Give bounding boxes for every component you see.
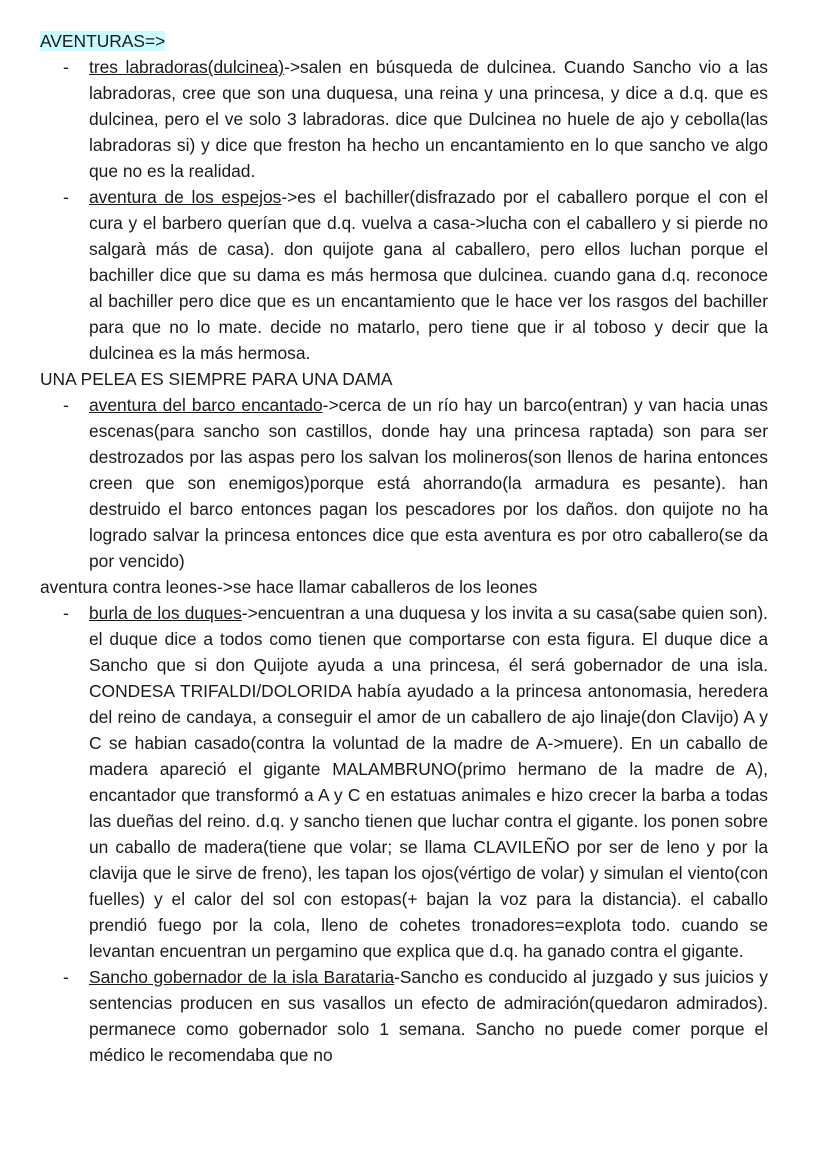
list-pelea bbox=[40, 392, 768, 574]
item-title: tres labradoras(dulcinea) bbox=[89, 57, 285, 77]
item-title: burla de los duques bbox=[89, 603, 242, 623]
list-leones bbox=[40, 600, 768, 1068]
heading-pelea: UNA PELEA ES SIEMPRE PARA UNA DAMA bbox=[40, 369, 393, 389]
list-item: - Sancho gobernador de la isla Barataria-Sancho es conducido al juzgado y sus juicios y sentencias producen en sus vasallos un efecto de admiración(quedaron admirados). permanece como gobernador solo 1 semana. Sancho no puede comer porque el médico le recomendaba que no bbox=[63, 967, 769, 1065]
item-title: aventura del barco encantado bbox=[89, 395, 323, 415]
item-text: ->salen en búsqueda de dulcinea. Cuando Sancho vio a las labradoras, cree que son una duquesa, una reina y una princesa, y dice a d.q. que es dulcinea, pero el ve solo 3 labradoras. dice que Dulcinea no huele de ajo y cebolla(las labradoras si) y dice que freston ha hecho un encantamiento en lo que sancho ve algo que no es la realidad. bbox=[89, 57, 769, 181]
item-text: ->encuentran a una duquesa y los invita a su casa(sabe quien son). el duque dice a todos como tienen que comportarse con esta figura. El duque dice a Sancho que si don Quijote ayuda a una princesa, él será gobernador de una isla. CONDESA TRIFALDI/DOLORIDA había ayudado a la princesa antonomasia, heredera del reino de candaya, a conseguir el amor de un caballero de ajo linaje(don Clavijo) A y C se habian casado(contra la voluntad de la madre de A->muere). En un caballo de madera apareció el gigante MALAMBRUNO(primo hermano de la madre de A), encantador que transformó a A y C en estatuas animales e hizo crecer la barba a todas las dueñas del reino. d.q. y sancho tienen que luchar contra el gigante. los ponen sobre un caballo de madera(tiene que volar; se llama CLAVILEÑO por ser de leno y por la clavija que le sirve de freno), les tapan los ojos(vértigo de volar) y simulan el viento(con fuelles) y el calor del sol con estopas(+ bajan la voz para la distancia). el caballo prendió fuego por la cola, lleno de cohetes tronadores=explota todo. cuando se levantan encuentran un pergamino que explica que d.q. ha ganado contra el gigante. bbox=[89, 603, 768, 961]
item-title: Sancho gobernador de la isla Barataria bbox=[89, 967, 395, 987]
list-item: - aventura del barco encantado->cerca de un río hay un barco(entran) y van hacia unas escenas(para sancho son castillos, donde hay una princesa raptada) son para ser destrozados por las aspas pero los salvan los molineros(son llenos de harina entonces creen que son enemigos)porque está ahorrando(la armadura es pesante). han destruido el barco entonces pagan los pescadores por los daños. don quijote no ha logrado salvar la princesa entonces dice que esta aventura es por otro caballero(se da por vencido) bbox=[63, 395, 768, 571]
item-text: ->cerca de un río hay un barco(entran) y van hacia unas escenas(para sancho son castillos, donde hay una princesa raptada) son para ser destrozados por las aspas pero los salvan los molineros(son llenos de harina entonces creen que son enemigos)porque está ahorrando(la armadura es pesante). han destruido el barco entonces pagan los pescadores por los daños. don quijote no ha logrado salvar la princesa entonces dice que esta aventura es por otro caballero(se da por vencido) bbox=[89, 395, 768, 571]
list-aventuras bbox=[40, 54, 768, 366]
list-item: - aventura de los espejos->es el bachiller(disfrazado por el caballero porque el con el cura y el barbero querían que d.q. vuelva a casa->lucha con el caballero y si pierde no salgarà más de casa). don quijote gana al caballero, pero ellos luchan porque el bachiller dice que su dama es más hermosa que dulcinea. cuando gana d.q. reconoce al bachiller pero dice que es un encantamiento que le hace ver los rasgos del bachiller para que no lo mate. decide no matarlo, pero tiene que ir al toboso y decir que la dulcinea es la más hermosa. bbox=[63, 187, 768, 363]
list-item: - tres labradoras(dulcinea)->salen en búsqueda de dulcinea. Cuando Sancho vio a las labradoras, cree que son una duquesa, una reina y una princesa, y dice a d.q. que es dulcinea, pero el ve solo 3 labradoras. dice que Dulcinea no huele de ajo y cebolla(las labradoras si) y dice que freston ha hecho un encantamiento en lo que sancho ve algo que no es la realidad. bbox=[63, 57, 769, 181]
heading-aventuras: AVENTURAS=> bbox=[40, 31, 166, 51]
item-text: ->es el bachiller(disfrazado por el caballero porque el con el cura y el barbero querían que d.q. vuelva a casa->lucha con el caballero y si pierde no salgarà más de casa). don quijote gana al caballero, pero ellos luchan porque el bachiller dice que su dama es más hermosa que dulcinea. cuando gana d.q. reconoce al bachiller pero dice que es un encantamiento que le hace ver los rasgos del bachiller para que no lo mate. decide no matarlo, pero tiene que ir al toboso y decir que la dulcinea es la más hermosa. bbox=[89, 187, 768, 363]
list-item: - burla de los duques->encuentran a una duquesa y los invita a su casa(sabe quien son). el duque dice a todos como tienen que comportarse con esta figura. El duque dice a Sancho que si don Quijote ayuda a una princesa, él será gobernador de una isla. CONDESA TRIFALDI/DOLORIDA había ayudado a la princesa antonomasia, heredera del reino de candaya, a conseguir el amor de un caballero de ajo linaje(don Clavijo) A y C se habian casado(contra la voluntad de la madre de A->muere). En un caballo de madera apareció el gigante MALAMBRUNO(primo hermano de la madre de A), encantador que transformó a A y C en estatuas animales e hizo crecer la barba a todas las dueñas del reino. d.q. y sancho tienen que luchar contra el gigante. los ponen sobre un caballo de madera(tiene que volar; se llama CLAVILEÑO por ser de leno y por la clavija que le sirve de freno), les tapan los ojos(vértigo de volar) y simulan el viento(con fuelles) y el calor del sol con estopas(+ bajan la voz para la distancia). el caballo prendió fuego por la cola, lleno de cohetes tronadores=explota todo. cuando se levantan encuentran un pergamino que explica que d.q. ha ganado contra el gigante. bbox=[63, 603, 768, 961]
heading-leones: aventura contra leones->se hace llamar caballeros de los leones bbox=[40, 577, 538, 597]
item-text: -Sancho es conducido al juzgado y sus juicios y sentencias producen en sus vasallos un efecto de admiración(quedaron admirados). permanece como gobernador solo 1 semana. Sancho no puede comer porque el médico le recomendaba que no bbox=[89, 967, 769, 1065]
item-title: aventura de los espejos bbox=[89, 187, 282, 207]
